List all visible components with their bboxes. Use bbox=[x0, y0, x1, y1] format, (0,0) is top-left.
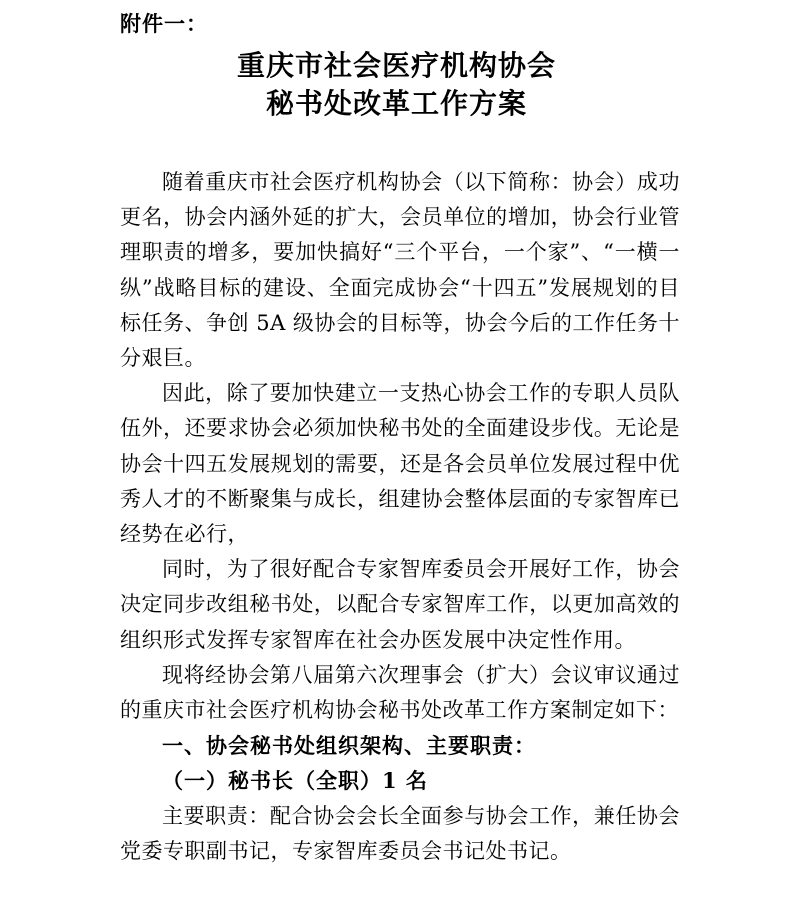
attachment-label: 附件一： bbox=[120, 11, 208, 36]
document-body bbox=[120, 165, 680, 869]
subsection-heading-secretary-general: （一）秘书长（全职）1 名 bbox=[162, 768, 428, 794]
paragraph-approval: 现将经协会第八届第六次理事会（扩大）会议审议通过的重庆市社会医疗机构协会秘书处改革工作方案制定如下： bbox=[120, 662, 680, 723]
document-title-line-1: 重庆市社会医疗机构协会 bbox=[236, 49, 556, 82]
section-heading-organization: 一、协会秘书处组织架构、主要职责： bbox=[162, 733, 536, 759]
paragraph-reorganization: 同时，为了很好配合专家智库委员会开展好工作，协会决定同步改组秘书处，以配合专家智库工作，以更加高效的组织形式发挥专家智库在社会办医发展中决定性作用。 bbox=[120, 557, 680, 652]
document-title-line-2: 秘书处改革工作方案 bbox=[265, 87, 527, 120]
paragraph-intro: 随着重庆市社会医疗机构协会（以下简称：协会）成功更名，协会内涵外延的扩大，会员单位的增加，协会行业管理职责的增多，要加快搞好“三个平台，一个家”、“一横一纵”战略目标的建设、全面完成协会“十四五”发展规划的目标任务、争创 5A 级协会的目标等，协会今后的工作任务十分艰巨。 bbox=[120, 170, 680, 371]
paragraph-duties: 主要职责：配合协会会长全面参与协会工作，兼任协会党委专职副书记，专家智库委员会书记处书记。 bbox=[120, 803, 680, 863]
paragraph-reason: 因此，除了要加快建立一支热心协会工作的专职人员队伍外，还要求协会必须加快秘书处的全面建设步伐。无论是协会十四五发展规划的需要，还是各会员单位发展过程中优秀人才的不断聚集与成长，组建协会整体层面的专家智库已经势在必行， bbox=[120, 381, 680, 547]
